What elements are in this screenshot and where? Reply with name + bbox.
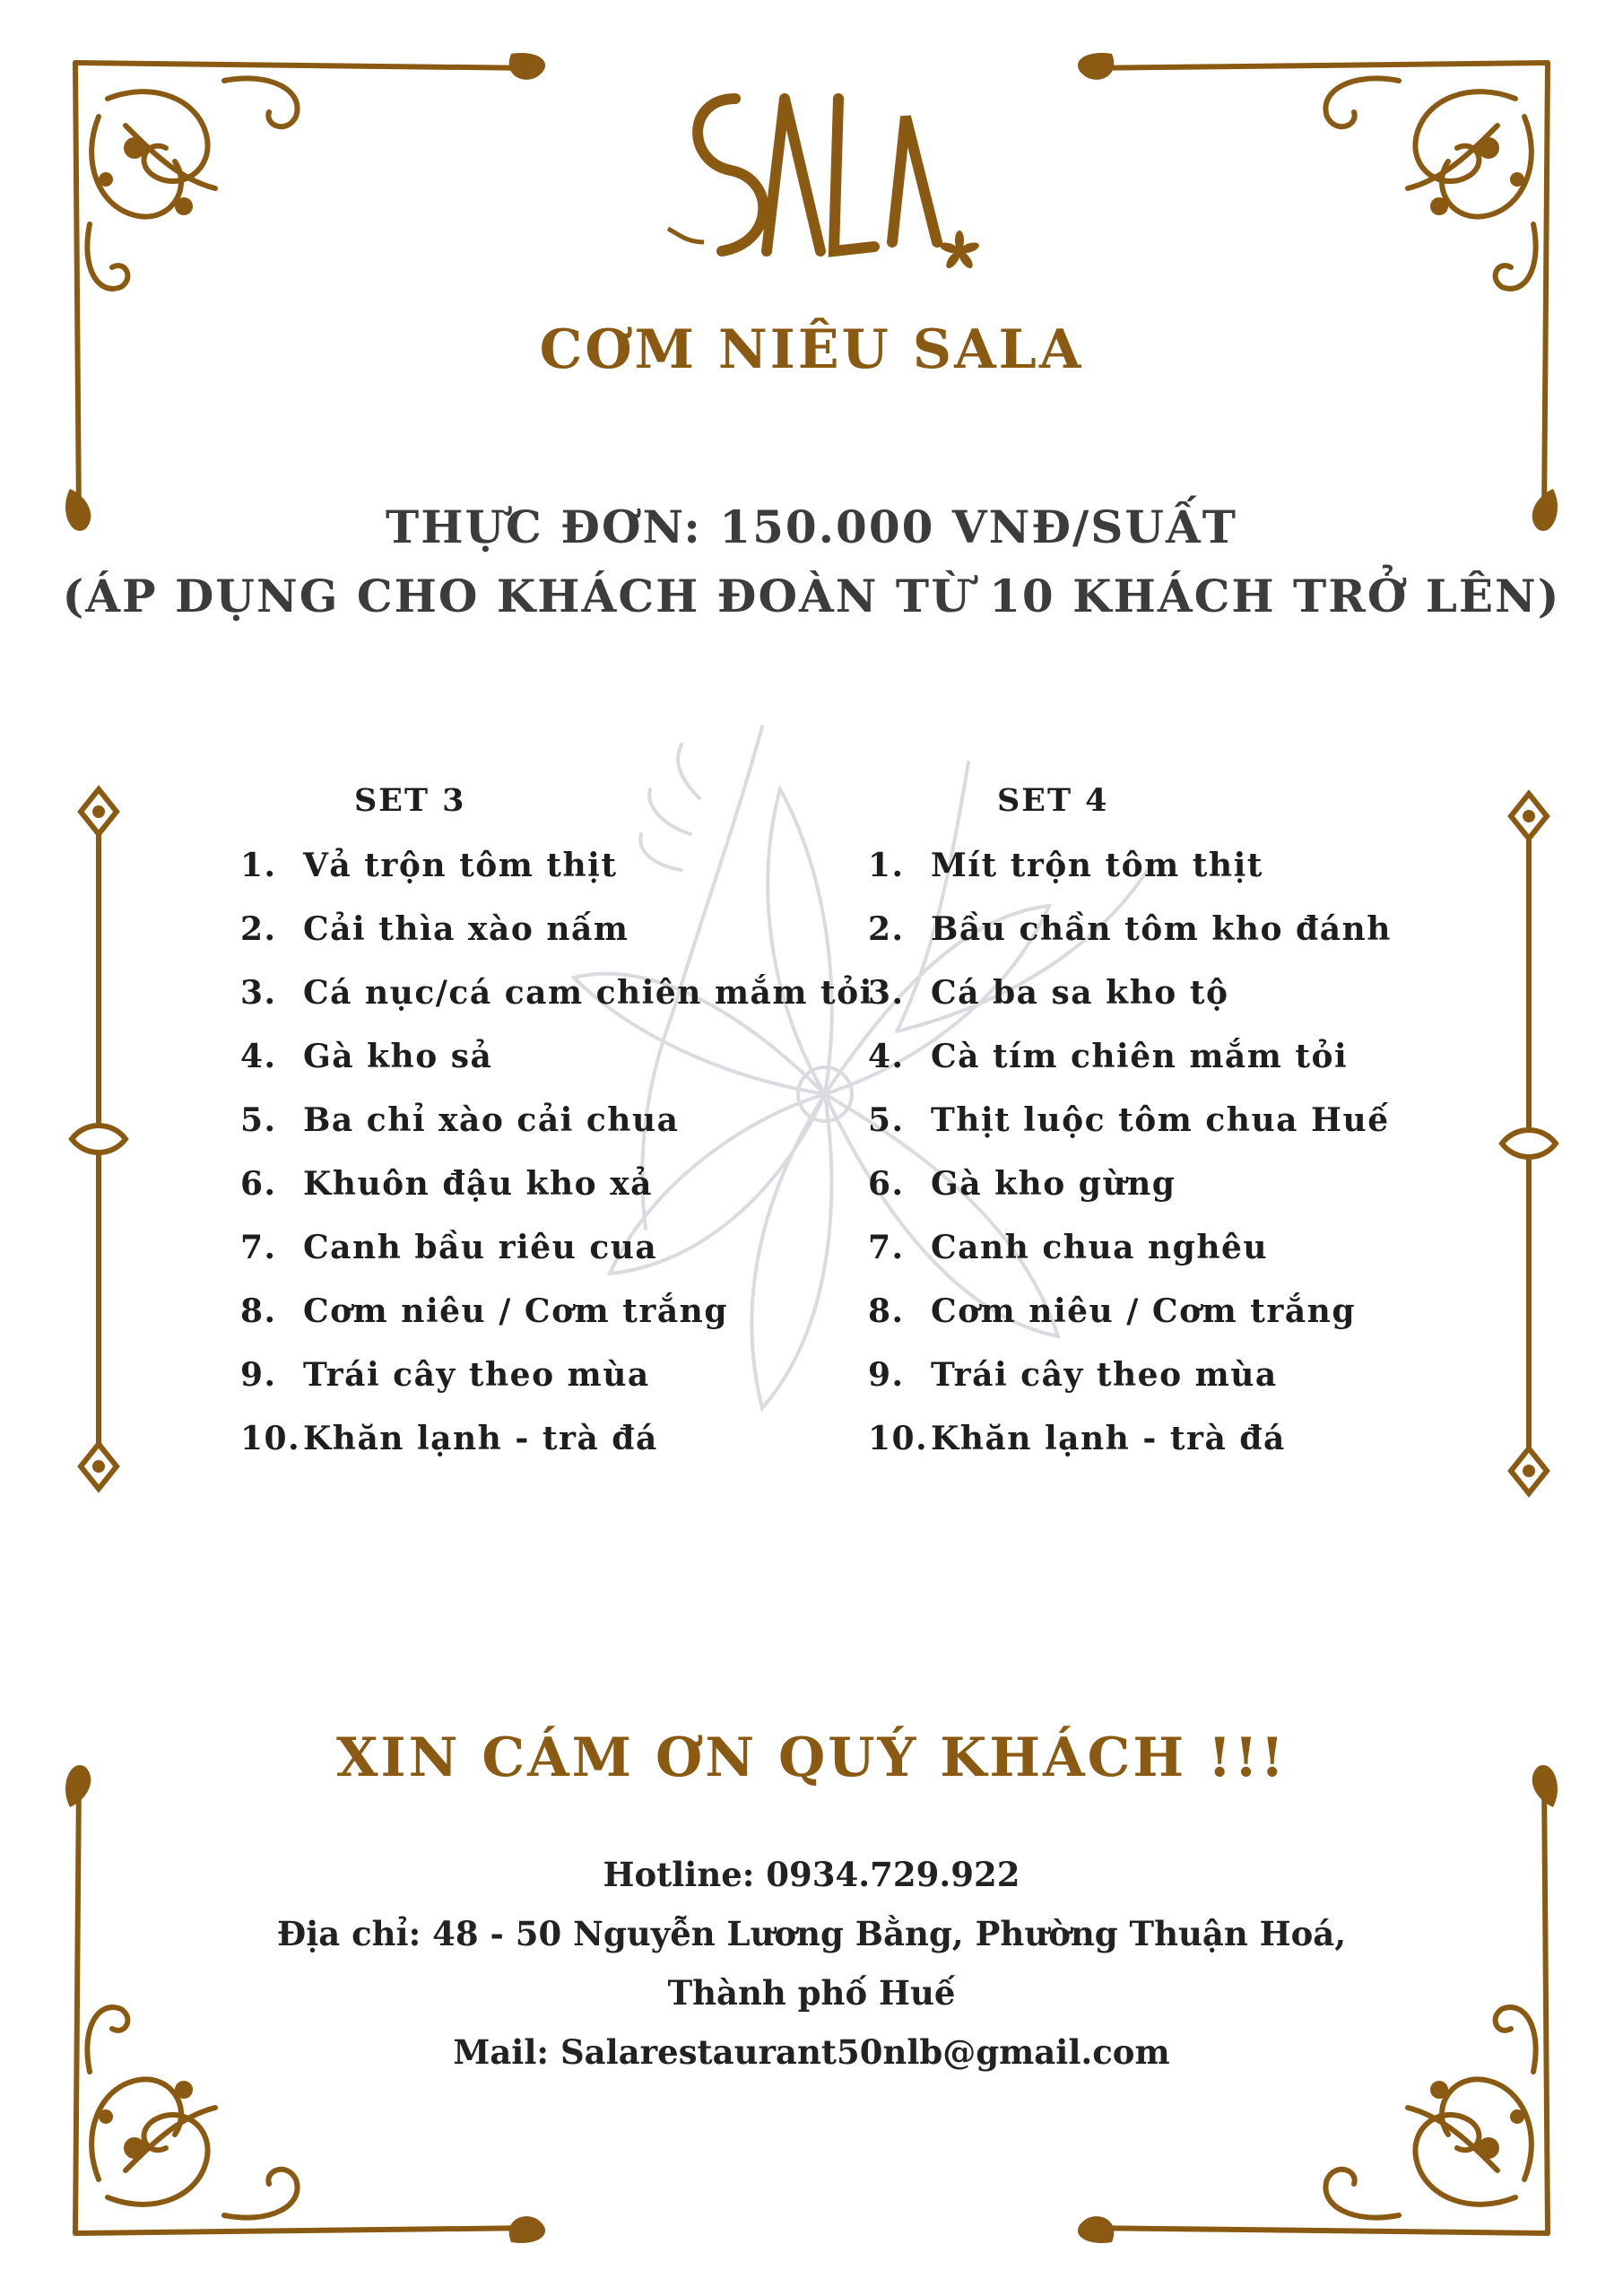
list-item: 4. Gà kho sả — [240, 1038, 493, 1075]
menu-price-heading: THỰC ĐƠN: 150.000 VNĐ/SUẤT — [385, 500, 1238, 553]
list-item: 2. Cải thìa xào nấm — [240, 910, 629, 948]
list-item: 6. Gà kho gừng — [868, 1165, 1176, 1203]
address-line-1: Địa chỉ: 48 - 50 Nguyễn Lương Bằng, Phường Thuận Hoá, — [276, 1914, 1347, 1953]
list-item: 6. Khuôn đậu kho xả — [240, 1165, 654, 1203]
list-item: 3. Cá ba sa kho tộ — [868, 974, 1229, 1012]
address-line-2: Thành phố Huế — [667, 1973, 956, 2013]
menu-condition-heading: (ÁP DỤNG CHO KHÁCH ĐOÀN TỪ 10 KHÁCH TRỞ LÊN) — [62, 570, 1561, 622]
list-item: 5. Thịt luộc tôm chua Huế — [868, 1101, 1390, 1139]
corner-ornament-top-right — [1067, 0, 1623, 538]
corner-ornament-top-left — [0, 0, 556, 538]
restaurant-name: CƠM NIÊU SALA — [539, 318, 1084, 381]
list-item: 3. Cá nục/cá cam chiên mắm tỏi — [240, 974, 873, 1012]
list-item: 2. Bầu chần tôm kho đánh — [868, 910, 1392, 948]
logo-text: Sala — [810, 294, 813, 295]
set-3-title: SET 3 — [354, 782, 466, 819]
list-item: 1. Mít trộn tôm thịt — [868, 847, 1263, 884]
list-item: 7. Canh chua nghêu — [868, 1229, 1269, 1266]
list-item: 9. Trái cây theo mùa — [868, 1356, 1278, 1394]
set-4-title: SET 4 — [997, 782, 1109, 819]
list-item: 4. Cà tím chiên mắm tỏi — [868, 1038, 1349, 1075]
side-ornament-left — [63, 789, 135, 1489]
thank-you-heading: XIN CÁM ƠN QUÝ KHÁCH !!! — [335, 1726, 1287, 1789]
email: Mail: Salarestaurant50nlb@gmail.com — [453, 2032, 1170, 2072]
list-item: 5. Ba chỉ xào cải chua — [240, 1101, 680, 1139]
list-item: 9. Trái cây theo mùa — [240, 1356, 650, 1394]
list-item: 10.Khăn lạnh - trà đá — [240, 1420, 658, 1457]
corner-ornament-bottom-left — [0, 1758, 556, 2296]
side-ornament-right — [1493, 794, 1565, 1493]
corner-ornament-bottom-right — [1067, 1758, 1623, 2296]
list-item: 7. Canh bầu riêu cua — [240, 1229, 658, 1266]
list-item: 1. Vả trộn tôm thịt — [240, 847, 618, 884]
set-4-list — [868, 834, 1392, 1471]
list-item: 8. Cơm niêu / Cơm trắng — [868, 1292, 1356, 1330]
hotline: Hotline: 0934.729.922 — [603, 1855, 1020, 1894]
set-3-list — [240, 834, 873, 1471]
list-item: 8. Cơm niêu / Cơm trắng — [240, 1292, 728, 1330]
list-item: 10.Khăn lạnh - trà đá — [868, 1420, 1286, 1457]
sala-logo — [650, 63, 973, 296]
